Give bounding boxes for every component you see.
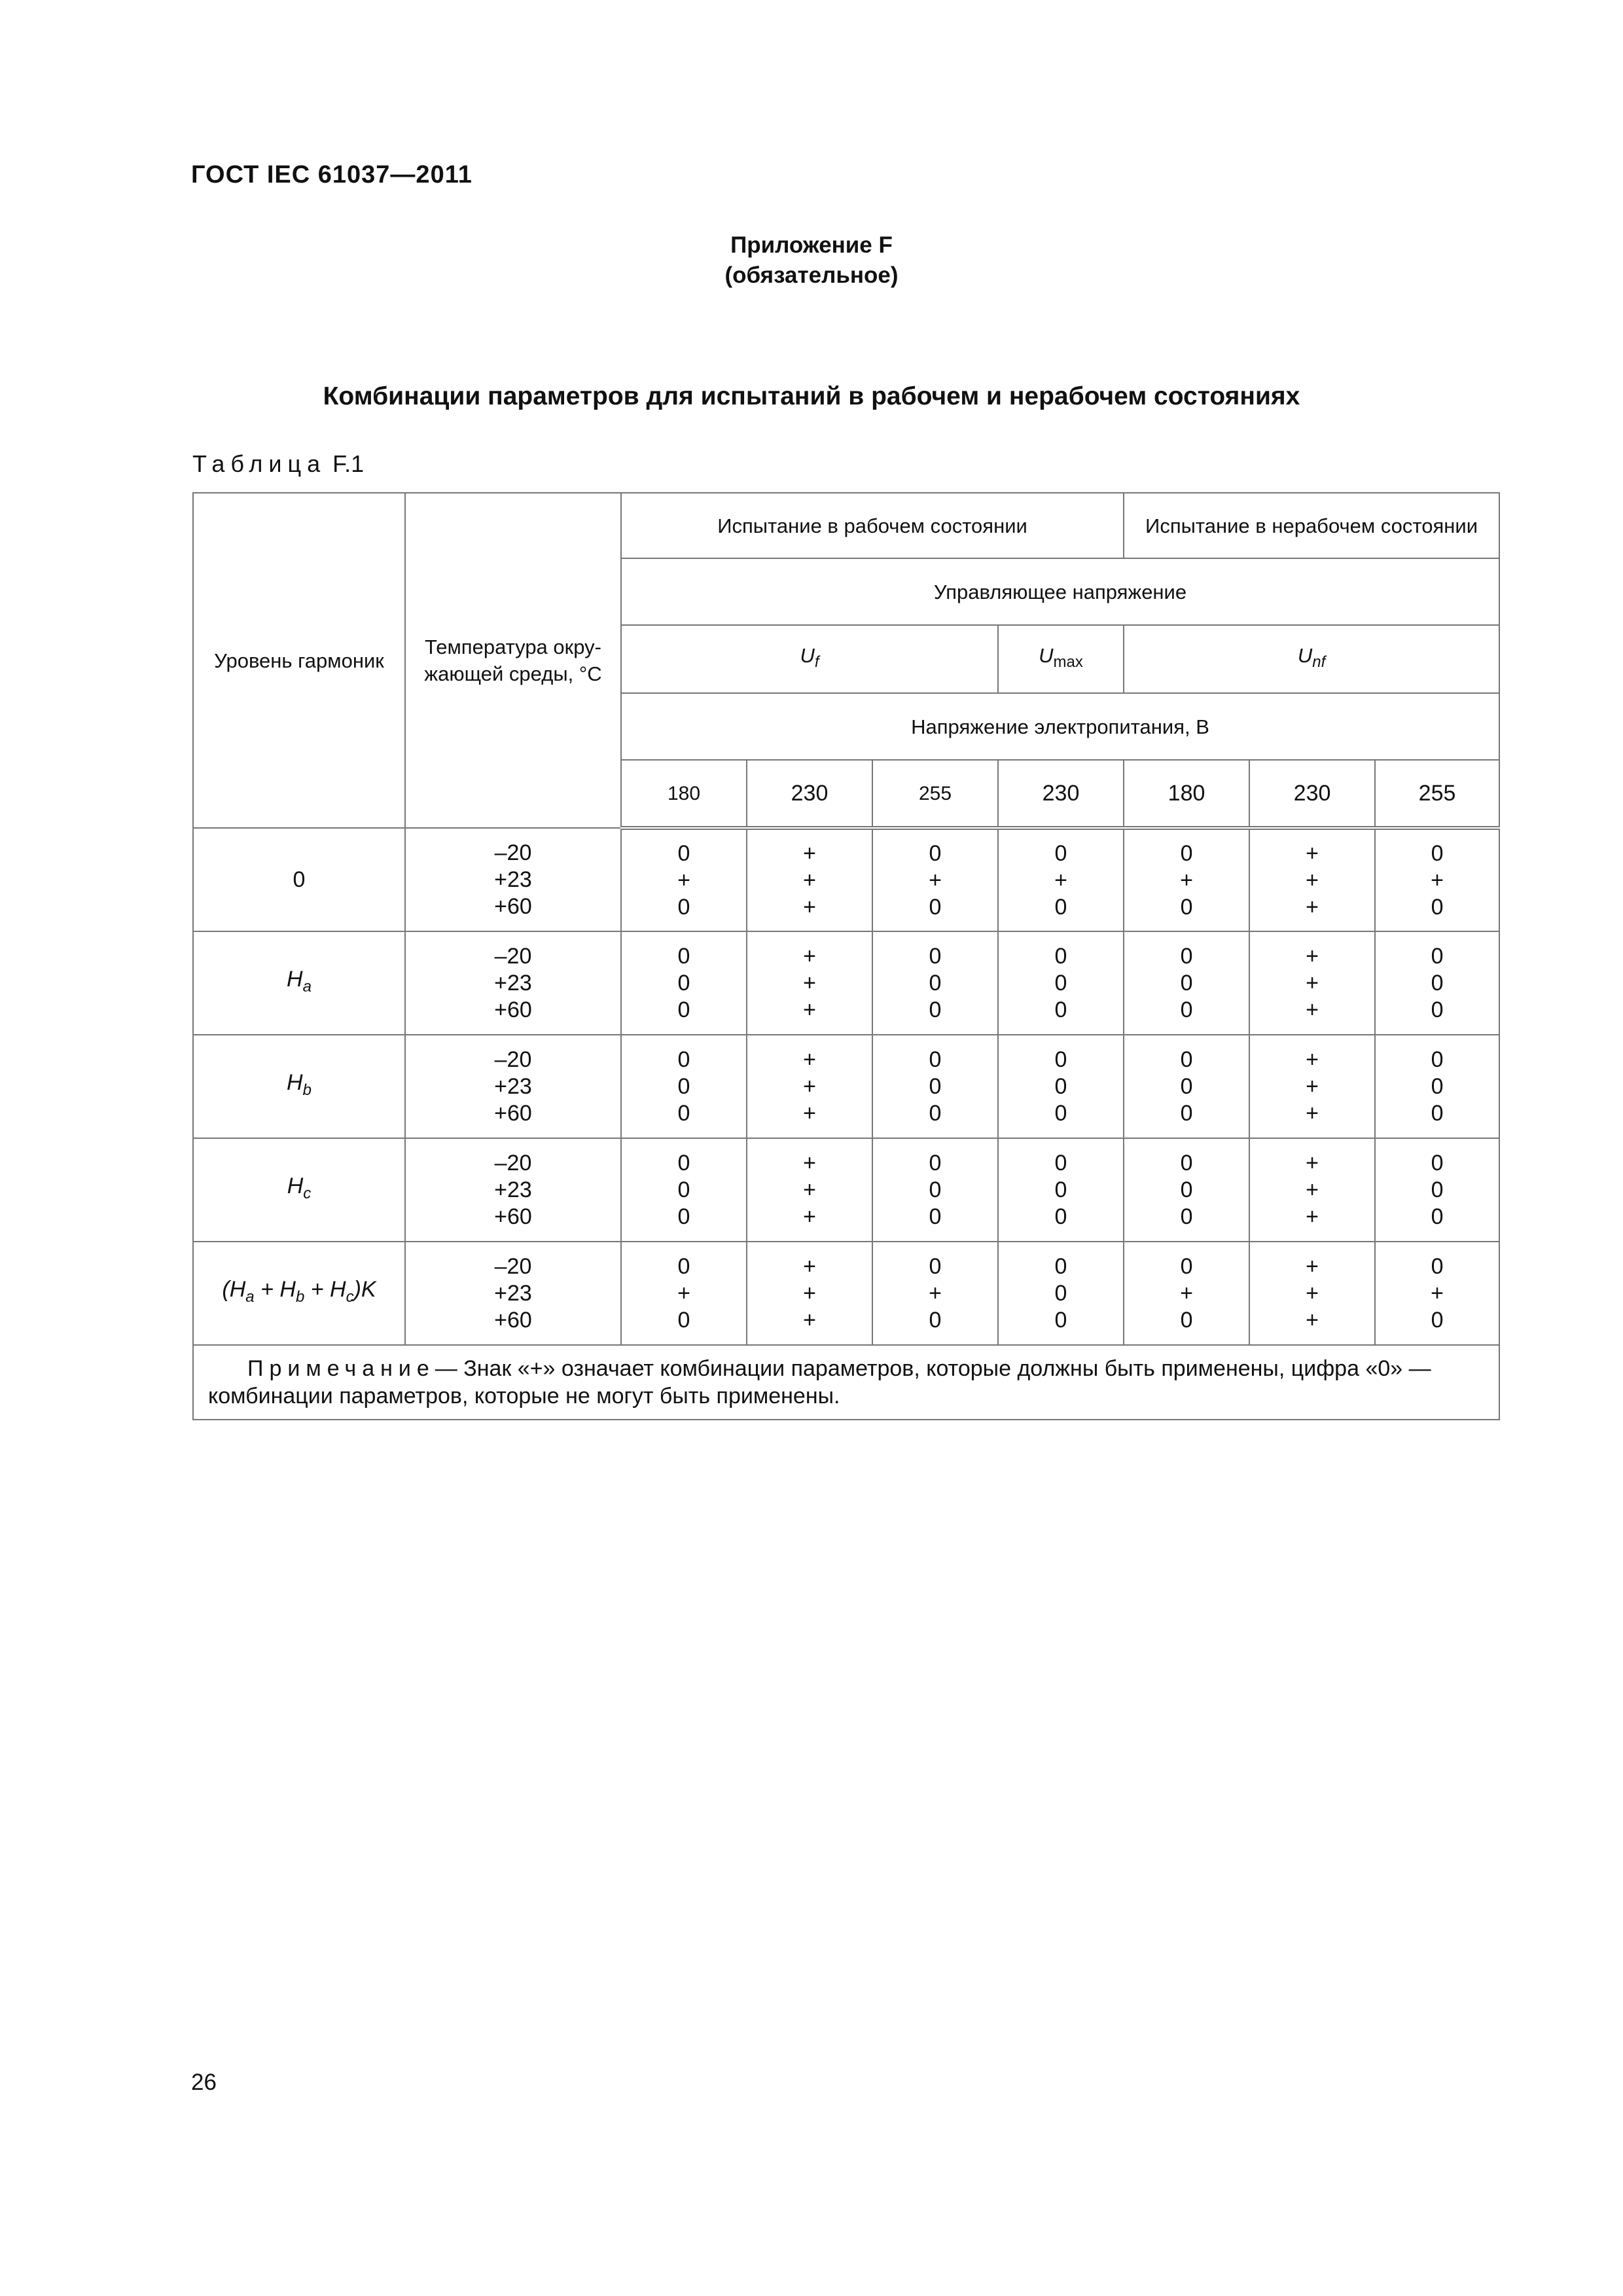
combination-mark: + (1306, 1177, 1319, 1202)
voltage-col-7: 255 (1375, 760, 1499, 828)
combination-cell (621, 931, 747, 1035)
combination-mark: + (677, 867, 690, 893)
combination-mark: 0 (1180, 1253, 1193, 1279)
combination-mark: + (803, 1177, 816, 1202)
note-label: Примечание (247, 1356, 435, 1381)
combination-cell (747, 828, 872, 931)
harmonic-level-base: H (287, 967, 303, 992)
u-max-sub: max (1053, 653, 1083, 672)
parameters-table (192, 492, 1500, 1420)
combination-mark: 0 (1054, 1280, 1067, 1306)
combination-mark: 0 (1180, 1073, 1193, 1099)
combination-mark: + (1306, 867, 1319, 893)
combination-cell (998, 1242, 1124, 1345)
combination-mark: 0 (929, 970, 942, 996)
temperature-cell (405, 1138, 621, 1242)
combination-mark: 0 (677, 1150, 690, 1175)
combination-mark: 0 (929, 1253, 942, 1279)
annex-block (0, 230, 1623, 291)
u-nf-sub: nf (1312, 653, 1326, 672)
combination-mark: + (803, 1253, 816, 1279)
combination-mark: 0 (677, 1073, 690, 1099)
combination-mark: 0 (1054, 1100, 1067, 1126)
combination-mark: + (803, 1280, 816, 1306)
combination-mark: 0 (1431, 1100, 1444, 1126)
combination-mark: 0 (929, 997, 942, 1022)
combination-mark: + (1306, 1253, 1319, 1279)
table-row (193, 1035, 1499, 1138)
combination-mark: 0 (1054, 1177, 1067, 1202)
combination-mark: 0 (929, 1047, 942, 1072)
combination-mark: 0 (1180, 840, 1193, 866)
combination-mark: + (929, 1280, 942, 1306)
combination-mark: + (1306, 894, 1319, 920)
combination-mark: + (1306, 1280, 1319, 1306)
combination-cell (998, 1035, 1124, 1138)
temperature-cell (405, 931, 621, 1035)
combination-mark: 0 (1431, 1150, 1444, 1175)
table-caption-word: Таблица (192, 450, 327, 477)
combination-mark: 0 (1180, 1047, 1193, 1072)
combination-mark: + (1180, 867, 1193, 893)
voltage-col-2: 230 (747, 760, 872, 828)
combination-mark: 0 (677, 894, 690, 920)
combination-mark: 0 (677, 1204, 690, 1229)
combination-mark: + (803, 894, 816, 920)
combination-cell (872, 1242, 998, 1345)
temperature-cell (405, 1242, 621, 1345)
combination-cell (1375, 828, 1499, 931)
harmonic-level-base: 0 (293, 867, 306, 892)
combination-mark: + (1306, 840, 1319, 866)
combination-mark: + (677, 1280, 690, 1306)
combination-mark: 0 (1180, 1150, 1193, 1175)
table-row (193, 1242, 1499, 1345)
combination-cell (998, 1138, 1124, 1242)
combination-mark: + (1431, 867, 1444, 893)
combination-mark: 0 (1431, 840, 1444, 866)
combination-mark: 0 (929, 1100, 942, 1126)
combination-mark: 0 (1054, 970, 1067, 996)
harmonic-level-sub: b (302, 1081, 312, 1099)
table-caption (192, 450, 364, 478)
combination-mark: + (803, 1150, 816, 1175)
combination-mark: 0 (1180, 1177, 1193, 1202)
combination-mark: 0 (1431, 1253, 1444, 1279)
combination-mark: + (1180, 1280, 1193, 1306)
combination-mark: 0 (929, 1150, 942, 1175)
voltage-col-5: 180 (1124, 760, 1249, 828)
u-max-base: U (1039, 644, 1054, 668)
combination-mark: + (1306, 1307, 1319, 1333)
combination-cell (1124, 931, 1249, 1035)
combination-mark: + (1306, 970, 1319, 996)
combination-cell (747, 1035, 872, 1138)
header-supply-voltage: Напряжение электропитания, В (621, 693, 1499, 760)
combination-cell (1375, 1242, 1499, 1345)
combination-mark: 0 (929, 1307, 942, 1333)
header-nonoperating-test: Испытание в нерабочем состоянии (1124, 493, 1499, 558)
combination-mark: 0 (1054, 1150, 1067, 1175)
combination-mark: 0 (1054, 997, 1067, 1022)
header-u-nf (1124, 625, 1499, 693)
temperature-value: +23 (494, 867, 532, 892)
combination-cell (1124, 1035, 1249, 1138)
section-heading: Комбинации параметров для испытаний в рабочем и нерабочем состояниях (323, 382, 1300, 410)
combination-mark: + (929, 867, 942, 893)
annex-status: (обязательное) (724, 262, 899, 288)
header-control-voltage: Управляющее напряжение (621, 558, 1499, 625)
combination-mark: 0 (1180, 1204, 1193, 1229)
combination-mark: 0 (1054, 894, 1067, 920)
combination-mark: 0 (1431, 1177, 1444, 1202)
standard-id: ГОСТ IEC 61037—2011 (191, 161, 473, 188)
header-u-max (998, 625, 1124, 693)
combination-mark: + (803, 997, 816, 1022)
temperature-cell (405, 828, 621, 931)
harmonic-level-base: H (287, 1174, 304, 1199)
header-temperature-line1: Температура окру- (425, 636, 601, 658)
combination-cell (747, 1242, 872, 1345)
combination-mark: + (1306, 1204, 1319, 1229)
combination-mark: 0 (677, 840, 690, 866)
combination-cell (747, 1138, 872, 1242)
temperature-value: +60 (494, 893, 532, 919)
combination-cell (621, 828, 747, 931)
temperature-value: –20 (494, 943, 532, 969)
combination-cell (1124, 1138, 1249, 1242)
combination-mark: 0 (1054, 1253, 1067, 1279)
header-u-f (621, 625, 998, 693)
combination-mark: 0 (677, 970, 690, 996)
combination-mark: + (1306, 1100, 1319, 1126)
table-data-body (193, 828, 1499, 1345)
combination-cell (872, 1138, 998, 1242)
combination-mark: + (1431, 1280, 1444, 1306)
combination-mark: 0 (1180, 943, 1193, 969)
combination-cell (1375, 1138, 1499, 1242)
harmonic-level-cell: $(H_a + H_b + H_c)K$ (193, 1242, 405, 1345)
combination-mark: + (803, 1307, 816, 1333)
combination-cell (1375, 931, 1499, 1035)
harmonic-level-sub: c (303, 1184, 312, 1202)
combination-mark: + (1306, 1073, 1319, 1099)
combination-mark: 0 (1431, 1047, 1444, 1072)
harmonic-level-cell (193, 828, 405, 931)
combination-mark: 0 (1054, 840, 1067, 866)
combination-cell (621, 1242, 747, 1345)
header-temperature-line2: жающей среды, °С (424, 662, 602, 685)
combination-mark: + (803, 1204, 816, 1229)
combination-mark: 0 (929, 943, 942, 969)
combination-mark: 0 (1054, 943, 1067, 969)
voltage-col-3: 255 (872, 760, 998, 828)
combination-mark: 0 (1180, 970, 1193, 996)
combination-mark: 0 (1054, 1073, 1067, 1099)
combination-mark: 0 (1180, 1307, 1193, 1333)
combination-cell (872, 828, 998, 931)
combination-cell (1249, 1035, 1375, 1138)
combination-cell (1375, 1035, 1499, 1138)
temperature-value: +60 (494, 1307, 532, 1333)
combination-mark: 0 (1431, 970, 1444, 996)
combination-mark: + (803, 970, 816, 996)
combination-mark: 0 (677, 1047, 690, 1072)
annex-title: Приложение F (730, 232, 893, 258)
header-operating-test: Испытание в рабочем состоянии (621, 493, 1124, 558)
harmonic-level-base: H (287, 1070, 303, 1096)
combination-mark: + (1306, 1047, 1319, 1072)
combination-cell (872, 931, 998, 1035)
table-note (193, 1345, 1499, 1420)
combination-mark: 0 (929, 894, 942, 920)
combination-cell (1249, 1242, 1375, 1345)
combination-mark: 0 (1054, 1307, 1067, 1333)
combination-cell (747, 931, 872, 1035)
combination-mark: 0 (1180, 894, 1193, 920)
temperature-value: –20 (494, 840, 532, 865)
combination-mark: 0 (677, 1307, 690, 1333)
combination-mark: + (1054, 867, 1067, 893)
harmonic-level-cell (193, 1138, 405, 1242)
combination-mark: 0 (677, 1253, 690, 1279)
temperature-value: +23 (494, 970, 532, 996)
combination-mark: 0 (1431, 894, 1444, 920)
combination-cell (1124, 1242, 1249, 1345)
temperature-value: –20 (494, 1253, 532, 1279)
combination-cell (998, 828, 1124, 931)
table-row (193, 1138, 1499, 1242)
temperature-value: +23 (494, 1073, 532, 1099)
combination-cell (1249, 931, 1375, 1035)
combination-mark: 0 (677, 997, 690, 1022)
temperature-value: +60 (494, 1100, 532, 1126)
temperature-value: +60 (494, 1204, 532, 1229)
combination-mark: 0 (929, 840, 942, 866)
combination-mark: + (803, 1073, 816, 1099)
combination-mark: + (803, 840, 816, 866)
combination-mark: 0 (1054, 1047, 1067, 1072)
combination-cell (1249, 828, 1375, 931)
table-row (193, 828, 1499, 931)
combination-mark: 0 (1431, 1307, 1444, 1333)
combination-mark: + (1306, 997, 1319, 1022)
combination-cell (621, 1035, 747, 1138)
combination-mark: + (803, 943, 816, 969)
combination-mark: 0 (1431, 943, 1444, 969)
combination-mark: + (1306, 943, 1319, 969)
combination-mark: 0 (677, 943, 690, 969)
temperature-value: +23 (494, 1280, 532, 1306)
combination-mark: 0 (1054, 1204, 1067, 1229)
header-harmonic-level: Уровень гармоник (193, 493, 405, 828)
table-row (193, 931, 1499, 1035)
header-temperature (405, 493, 621, 828)
temperature-value: +60 (494, 997, 532, 1022)
harmonic-level-cell (193, 931, 405, 1035)
u-nf-base: U (1297, 644, 1313, 668)
combination-cell (1249, 1138, 1375, 1242)
combination-mark: 0 (1431, 1073, 1444, 1099)
combination-cell (1124, 828, 1249, 931)
combination-mark: 0 (1431, 997, 1444, 1022)
voltage-col-4: 230 (998, 760, 1124, 828)
table-caption-number: F.1 (332, 450, 365, 477)
page-number: 26 (191, 2070, 217, 2095)
combination-mark: 0 (929, 1204, 942, 1229)
combination-mark: 0 (1180, 997, 1193, 1022)
combination-mark: + (803, 1100, 816, 1126)
combination-mark: 0 (677, 1177, 690, 1202)
combination-mark: 0 (929, 1177, 942, 1202)
combination-cell (998, 931, 1124, 1035)
note-text: — Знак «+» означает комбинации параметров, которые должны быть применены, цифра «0» — комбинации параметров, которые не могут быть применены. (208, 1356, 1431, 1408)
harmonic-level-cell (193, 1035, 405, 1138)
combination-mark: 0 (677, 1100, 690, 1126)
temperature-value: –20 (494, 1047, 532, 1072)
combination-mark: + (803, 867, 816, 893)
combination-mark: 0 (1180, 1100, 1193, 1126)
combination-mark: 0 (929, 1073, 942, 1099)
u-f-base: U (800, 644, 815, 668)
combination-mark: + (1306, 1150, 1319, 1175)
combination-mark: + (803, 1047, 816, 1072)
harmonic-level-sub: a (302, 977, 312, 996)
combination-cell (621, 1138, 747, 1242)
combination-cell (872, 1035, 998, 1138)
temperature-cell (405, 1035, 621, 1138)
voltage-col-6: 230 (1249, 760, 1375, 828)
temperature-value: –20 (494, 1150, 532, 1175)
u-f-sub: f (814, 653, 819, 672)
temperature-value: +23 (494, 1177, 532, 1202)
combination-mark: 0 (1431, 1204, 1444, 1229)
voltage-col-1: 180 (621, 760, 747, 828)
